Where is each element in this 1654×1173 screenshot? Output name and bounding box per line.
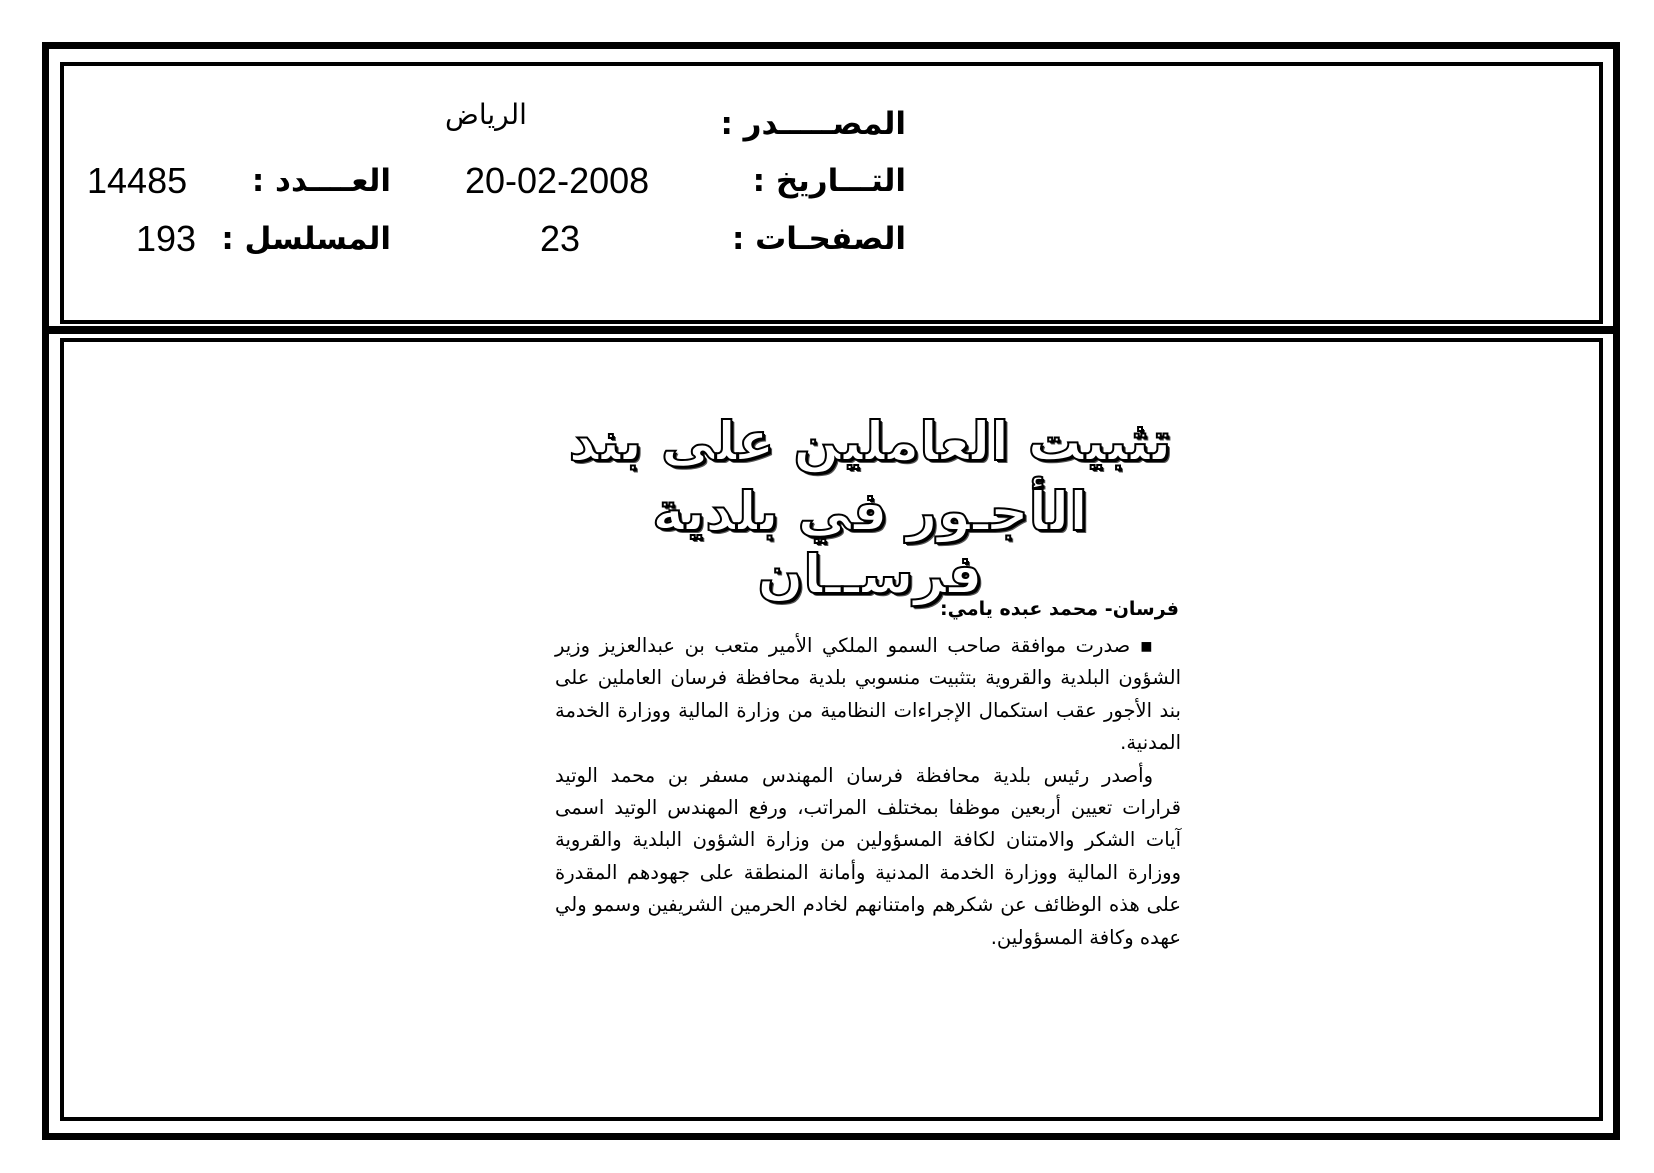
source-label: المصـــــدر :: [720, 106, 906, 142]
pages-value: 23: [540, 218, 581, 259]
source-value: الرياض: [445, 98, 527, 131]
headline-line-2: الأجـور في بلدية فرســان: [652, 480, 1088, 606]
header-divider: [49, 326, 1613, 334]
article-paragraph-2: وأصدر رئيس بلدية محافظة فرسان المهندس مسفر بن محمد الوتيد قرارات تعيين أربعين موظفا بمختلف المراتب، ورفع المهندس الوتيد اسمى آيات الشكر والامتنان لكافة المسؤولين من وزارة الشؤون البلدية والقروية ووزارة المالية ووزارة الخدمة المدنية وأمانة المنطقة على جهودهم المقدرة على هذه الوظائف عن شكرهم وامتنانهم لخادم الحرمين الشريفين وسمو ولي عهده وكافة المسؤولين.: [555, 763, 1181, 949]
issue-label: العــــدد :: [251, 163, 391, 199]
issue-value: 14485: [87, 160, 188, 201]
serial-label: المسلسل :: [221, 221, 391, 257]
headline-line-1: تثبيت العاملين على بند: [568, 410, 1172, 473]
byline: فرسان- محمد عبده يامي:: [940, 598, 1179, 620]
article-body: [555, 630, 1181, 954]
serial-value: 193: [136, 218, 197, 259]
pages-label: الصفحـات :: [731, 221, 906, 257]
date-value: 20-02-2008: [465, 160, 650, 201]
date-label: التـــاريخ :: [752, 163, 906, 199]
article-paragraph-1: ▪ صدرت موافقة صاحب السمو الملكي الأمير متعب بن عبدالعزيز وزير الشؤون البلدية والقروية بتثبيت منسوبي بلدية محافظة فرسان العاملين على بند الأجور عقب استكمال الإجراءات النظامية من وزارة المالية ووزارة الخدمة المدنية.: [555, 634, 1181, 755]
